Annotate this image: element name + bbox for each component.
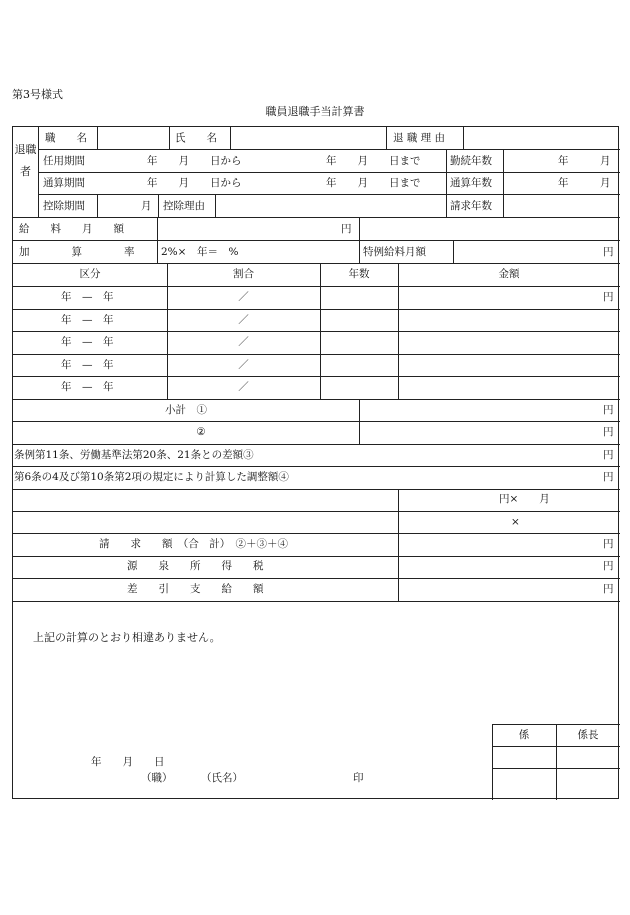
total-years-unit: 年 月 (558, 177, 611, 189)
name-field: （氏名） (201, 772, 243, 784)
table-row-period: 年 — 年 (61, 314, 114, 326)
salary-label: 給 料 月 額 (19, 223, 124, 235)
salary-yen: 円 (341, 223, 352, 235)
appointment-from: 年 月 日から (147, 155, 242, 167)
table-row-ratio: ／ (238, 291, 249, 303)
retiree-group-label: 退職者 (14, 143, 37, 178)
special-salary-yen: 円 (603, 246, 614, 258)
deduct-reason-label: 控除理由 (163, 200, 205, 212)
post-field: （職） (141, 772, 173, 784)
service-years-unit: 年 月 (558, 155, 611, 167)
subtotal-1-yen: 円 (603, 404, 614, 416)
staff-stamp-label: 係 (518, 729, 530, 741)
certification-date: 年 月 日 (91, 756, 165, 768)
subtotal-2-yen: 円 (603, 426, 614, 438)
difference-3-label: 条例第11条、労働基準法第20条、21条との差額③ (14, 449, 254, 461)
table-row-period: 年 — 年 (61, 291, 114, 303)
name-label: 氏 名 (175, 132, 217, 144)
document-title: 職員退職手当計算書 (265, 105, 365, 118)
special-salary-label: 特例給料月額 (363, 246, 426, 258)
deduct-period-label: 控除期間 (43, 200, 85, 212)
post-label: 職 名 (45, 132, 87, 144)
certification-statement: 上記の計算のとおり相違ありません。 (33, 631, 221, 644)
claim-total-yen: 円 (603, 538, 614, 550)
net-payment-label: 差 引 支 給 額 (127, 583, 264, 595)
service-years-label: 勤続年数 (450, 155, 492, 167)
header-category: 区分 (79, 268, 101, 280)
header-amount: 金額 (498, 268, 520, 280)
form-table (12, 126, 619, 799)
times-sign: × (511, 516, 520, 528)
subtotal-2-label: ② (196, 426, 206, 438)
adjustment-4-label: 第6条の4及び第10条第2項の規定により計算した調整額④ (14, 471, 289, 483)
withholding-tax-label: 源 泉 所 得 税 (127, 560, 264, 572)
table-row-amount: 円 (603, 291, 614, 303)
table-row-ratio: ／ (238, 381, 249, 393)
addition-rate-label: 加 算 率 (19, 246, 135, 258)
header-years: 年数 (348, 268, 370, 280)
subtotal-1-label: 小計 ① (165, 404, 207, 416)
chief-stamp-label: 係長 (577, 729, 599, 741)
addition-rate-formula: 2%× 年＝ % (161, 246, 239, 258)
claim-total-label: 請 求 額 （合 計） ②＋③＋④ (99, 538, 288, 550)
deduct-month-unit: 月 (141, 200, 152, 212)
withholding-tax-yen: 円 (603, 560, 614, 572)
claim-years-label: 請求年数 (450, 200, 492, 212)
table-row-period: 年 — 年 (61, 359, 114, 371)
seal-mark: 印 (353, 772, 364, 784)
form-number: 第3号様式 (12, 88, 63, 101)
adjustment-4-yen: 円 (603, 471, 614, 483)
calc-period-label: 通算期間 (43, 177, 85, 189)
month-calc: 円× 月 (499, 493, 550, 505)
appointment-period-label: 任用期間 (43, 155, 85, 167)
total-years-label: 通算年数 (450, 177, 492, 189)
appointment-to: 年 月 日まで (326, 155, 421, 167)
header-ratio: 割合 (233, 268, 254, 280)
table-row-ratio: ／ (238, 314, 249, 326)
net-payment-yen: 円 (603, 583, 614, 595)
table-row-ratio: ／ (238, 336, 249, 348)
difference-3-yen: 円 (603, 449, 614, 461)
table-row-period: 年 — 年 (61, 381, 114, 393)
table-row-ratio: ／ (238, 359, 249, 371)
table-row-period: 年 — 年 (61, 336, 114, 348)
calc-to: 年 月 日まで (326, 177, 421, 189)
retirement-reason-label: 退 職 理 由 (393, 132, 446, 144)
calc-from: 年 月 日から (147, 177, 242, 189)
